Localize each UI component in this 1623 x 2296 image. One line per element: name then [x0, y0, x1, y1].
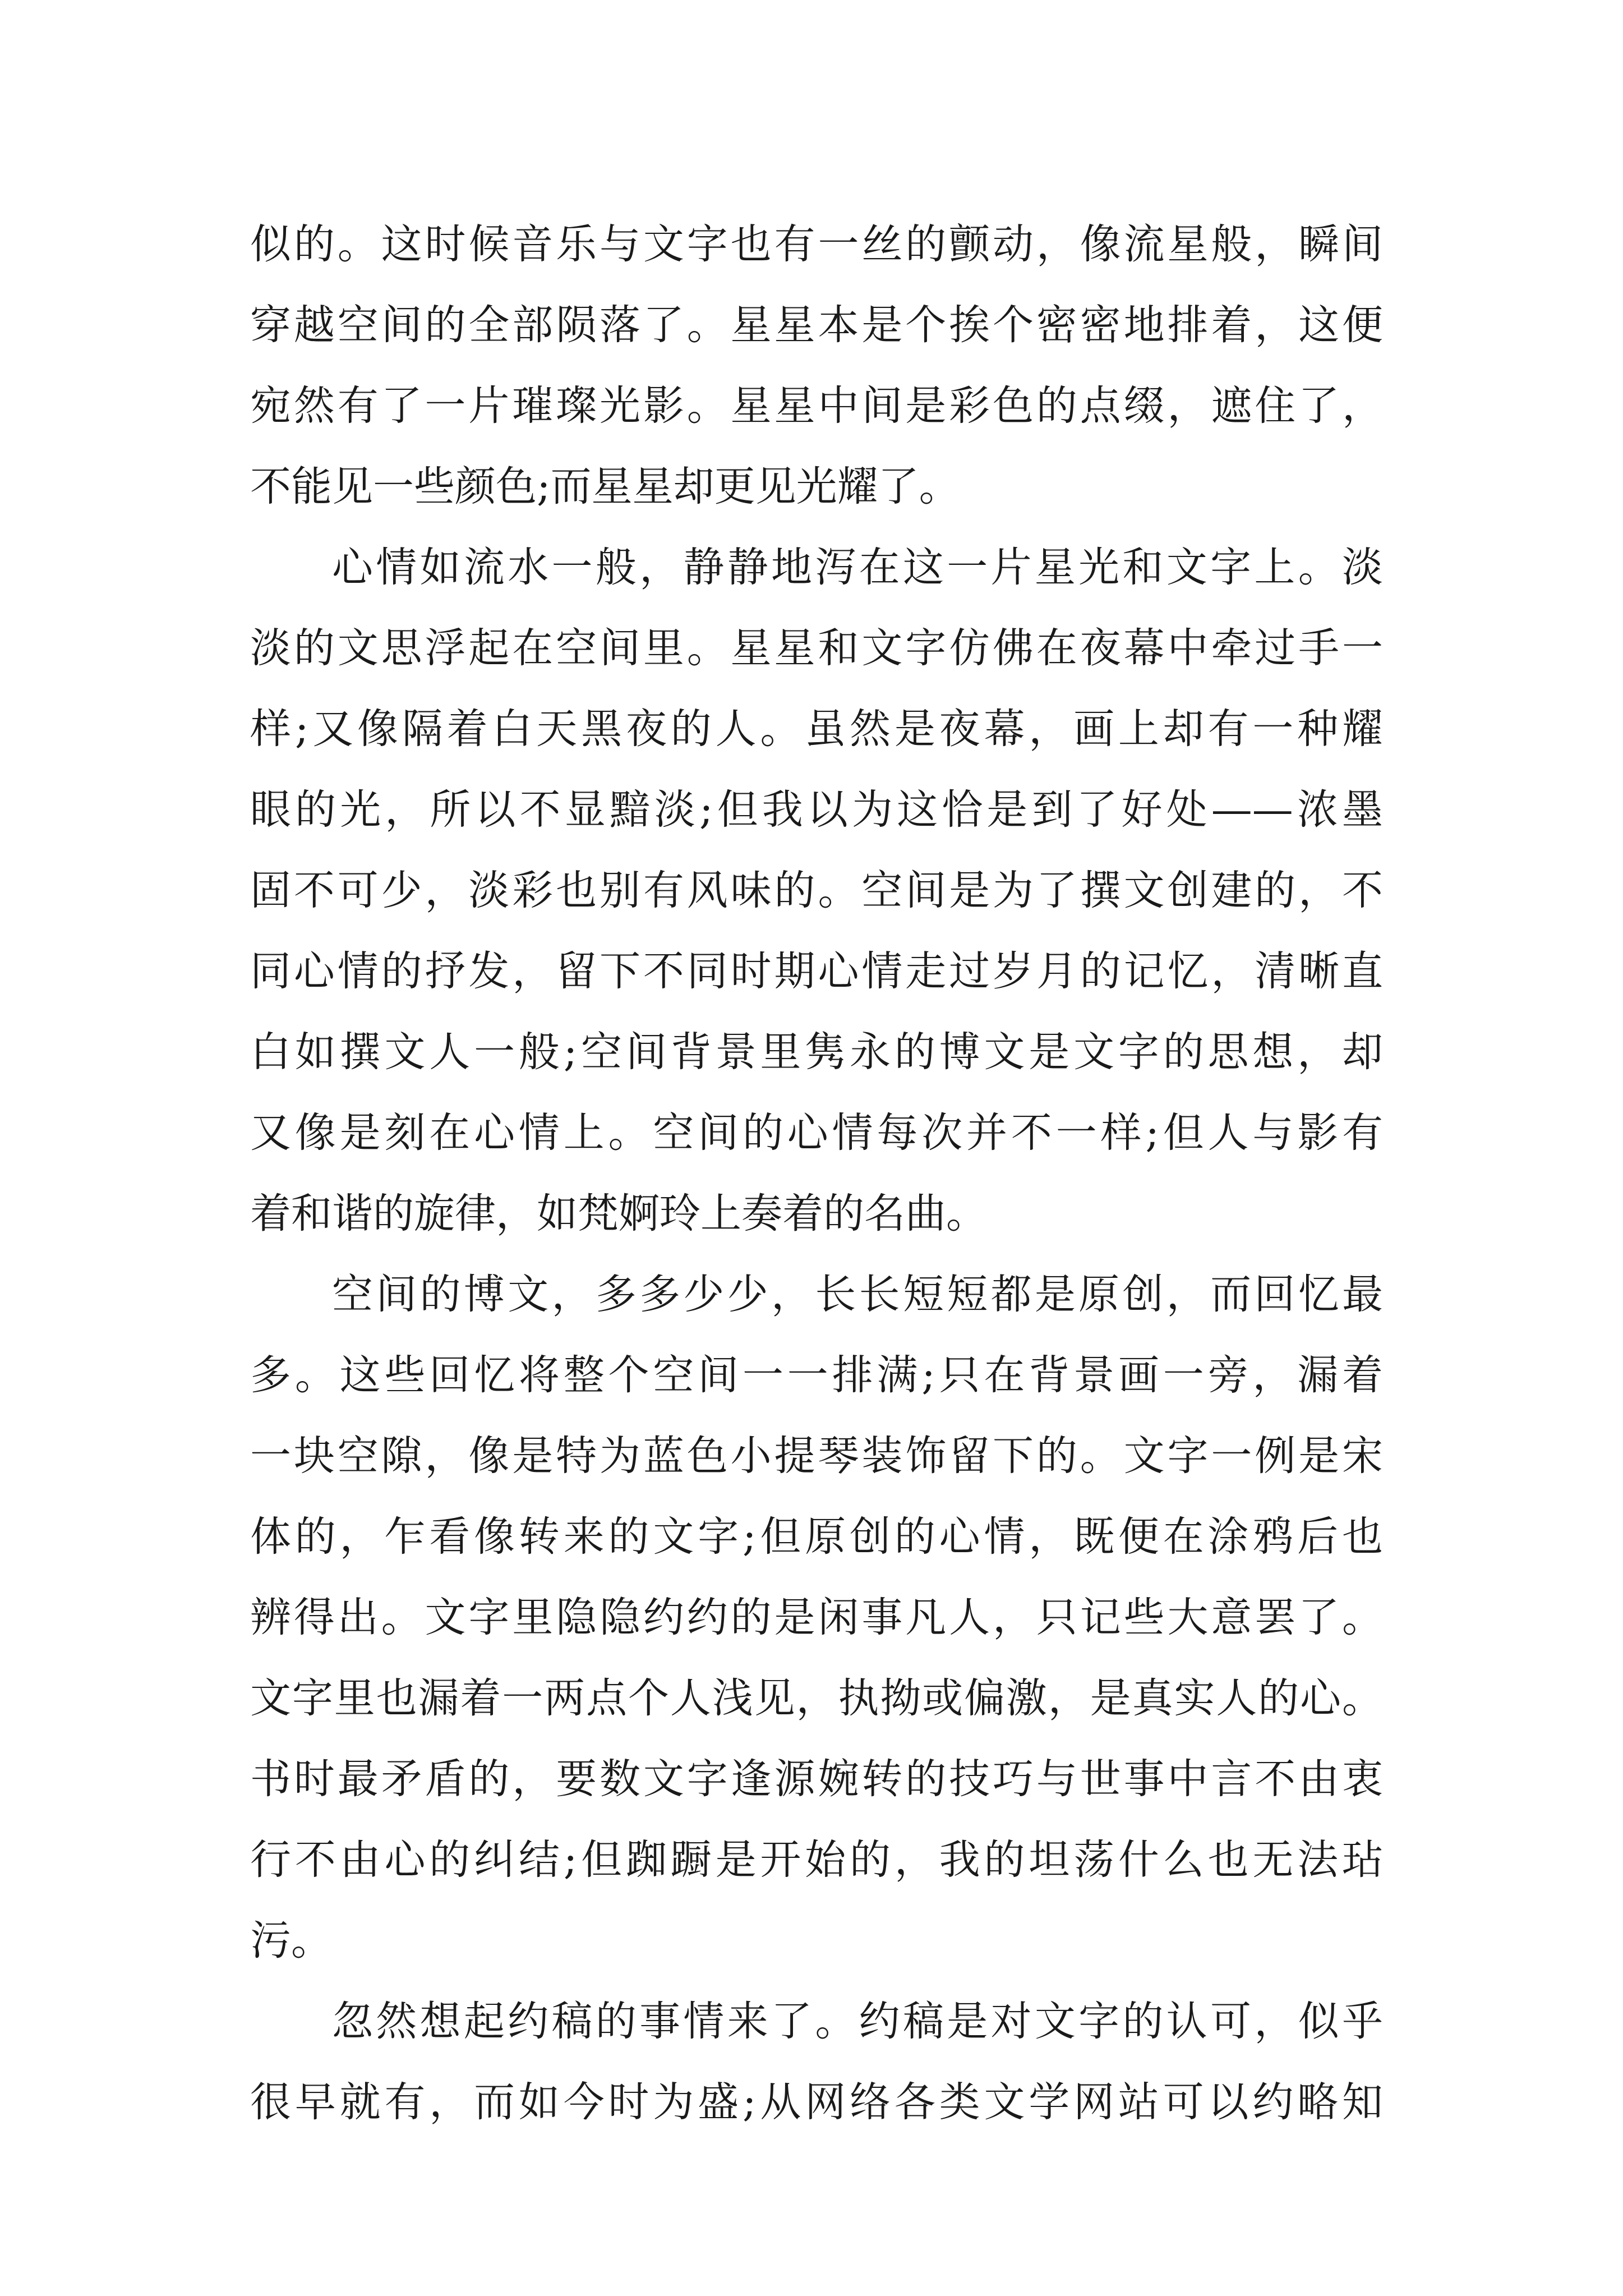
- text-line: 忽然想起约稿的事情来了。约稿是对文字的认可，似乎: [332, 1998, 1383, 2045]
- text-line: 似的。这时候音乐与文字也有一丝的颤动，像流星般，瞬间: [250, 220, 1383, 268]
- article-body: [250, 204, 1383, 2143]
- text-line: 一块空隙，像是特为蓝色小提琴装饰留下的。文字一例是宋: [250, 1432, 1383, 1480]
- text-line: 又像是刻在心情上。空间的心情每次并不一样;但人与影有: [250, 1109, 1383, 1157]
- paragraph: [250, 204, 1383, 527]
- paragraph: [250, 1981, 1383, 2143]
- text-line: 多。这些回忆将整个空间一一排满;只在背景画一旁，漏着: [250, 1351, 1383, 1399]
- text-line: 文字里也漏着一两点个人浅见，执拗或偏激，是真实人的心。: [250, 1674, 1383, 1722]
- text-line: 同心情的抒发，留下不同时期心情走过岁月的记忆，清晰直: [250, 947, 1383, 995]
- text-line: 体的，乍看像转来的文字;但原创的心情，既便在涂鸦后也: [250, 1513, 1383, 1561]
- text-line: 白如撰文人一般;空间背景里隽永的博文是文字的思想，却: [250, 1028, 1383, 1076]
- paragraph: [250, 1254, 1383, 1981]
- text-line: 空间的博文，多多少少，长长短短都是原创，而回忆最: [332, 1271, 1383, 1318]
- text-line: 穿越空间的全部陨落了。星星本是个挨个密密地排着，这便: [250, 301, 1383, 349]
- text-line: 宛然有了一片璀璨光影。星星中间是彩色的点缀，遮住了，: [250, 382, 1383, 430]
- text-line: 样;又像隔着白天黑夜的人。虽然是夜幕，画上却有一种耀: [250, 705, 1383, 753]
- text-line: 固不可少，淡彩也别有风味的。空间是为了撰文创建的，不: [250, 867, 1383, 914]
- paragraph: [250, 527, 1383, 1254]
- text-line: 辨得出。文字里隐隐约约的是闲事凡人，只记些大意罢了。: [250, 1594, 1383, 1641]
- text-line: 心情如流水一般，静静地泻在这一片星光和文字上。淡: [332, 544, 1383, 591]
- text-line: 污。: [250, 1917, 332, 1964]
- text-line: 行不由心的纠结;但踟蹰是开始的，我的坦荡什么也无法玷: [250, 1836, 1383, 1884]
- text-line: 着和谐的旋律，如梵婀玲上奏着的名曲。: [250, 1190, 987, 1237]
- text-line: 很早就有，而如今时为盛;从网络各类文学网站可以约略知: [250, 2078, 1383, 2126]
- text-line: 不能见一些颜色;而星星却更见光耀了。: [250, 463, 960, 510]
- text-line: 眼的光，所以不显黯淡;但我以为这恰是到了好处——浓墨: [250, 786, 1383, 834]
- text-line: 书时最矛盾的，要数文字逢源婉转的技巧与世事中言不由衷: [250, 1755, 1383, 1803]
- text-line: 淡的文思浮起在空间里。星星和文字仿佛在夜幕中牵过手一: [250, 624, 1383, 672]
